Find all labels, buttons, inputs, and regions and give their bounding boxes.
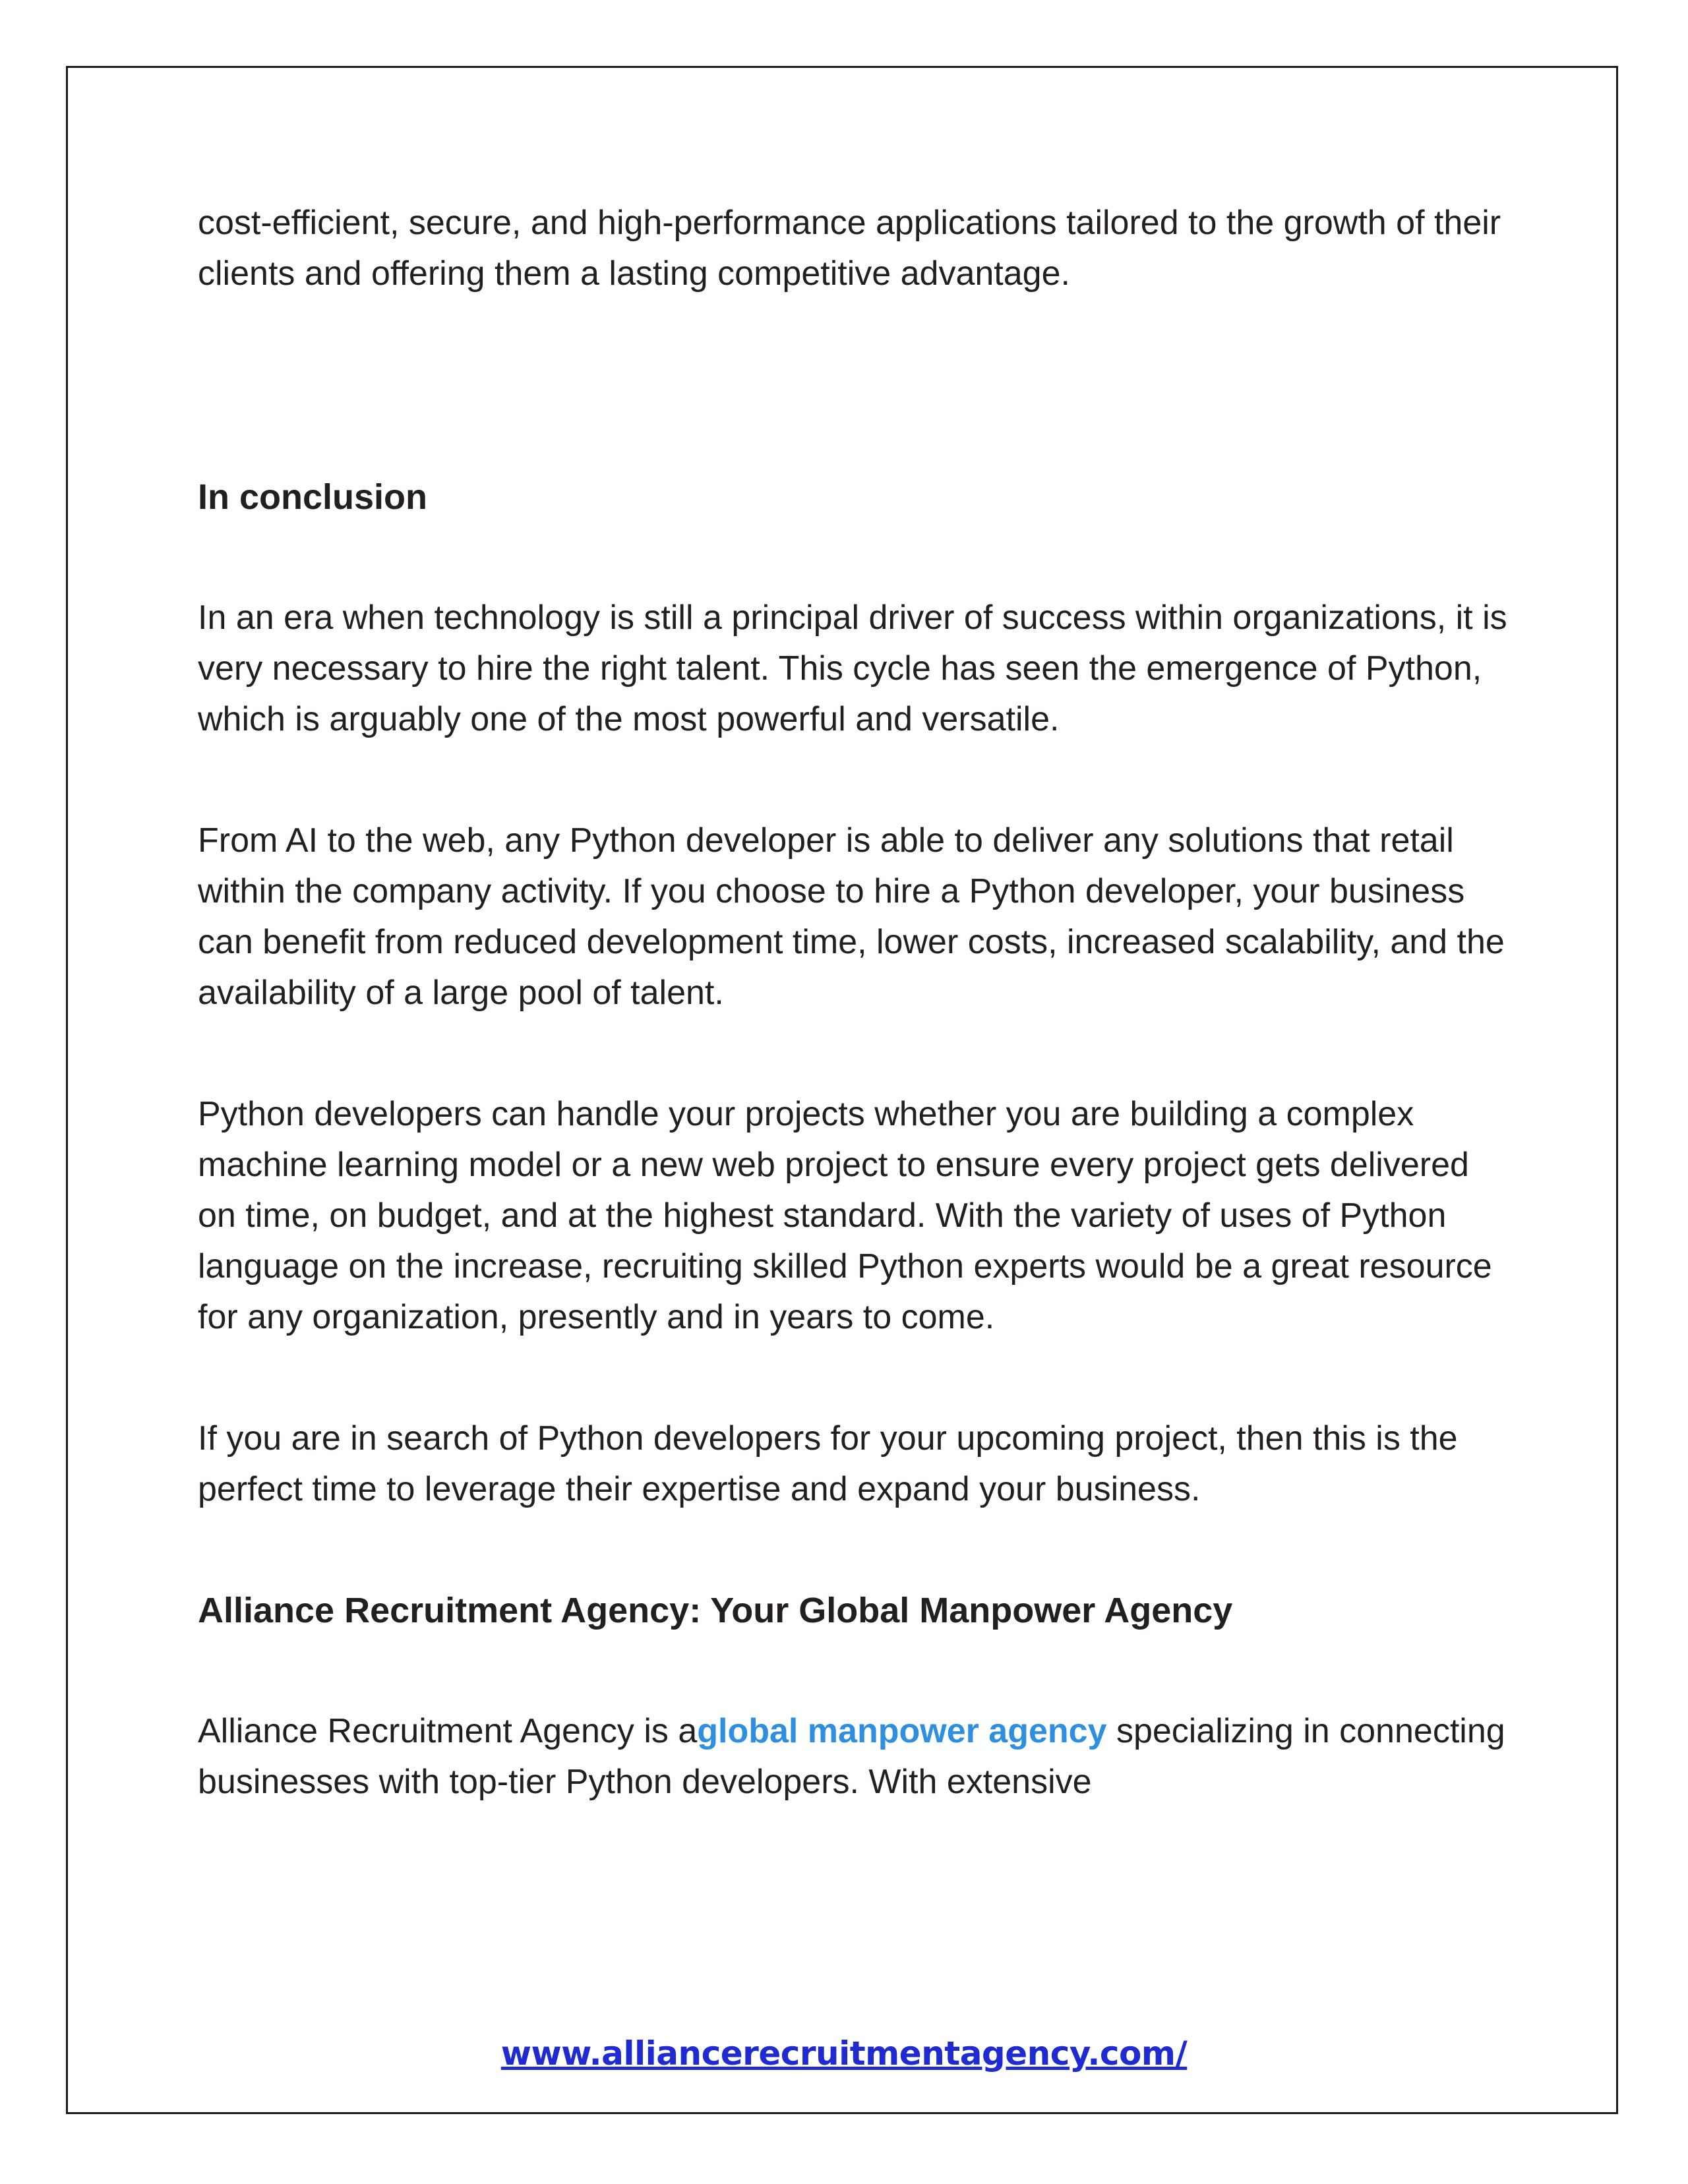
intro-paragraph: cost-efficient, secure, and high-performance applications tailored to the growth of their clients and offering them a lasting competitive advantage. bbox=[198, 204, 1501, 293]
paragraph-4: If you are in search of Python developers for your upcoming project, then this is the perfect time to leverage their expertise and expand your business. bbox=[198, 1419, 1458, 1508]
agency-text-before: Alliance Recruitment Agency is a bbox=[198, 1712, 698, 1750]
global-manpower-agency-link[interactable]: global manpower agency bbox=[697, 1712, 1107, 1750]
heading-conclusion: In conclusion bbox=[198, 477, 428, 517]
paragraph-3: Python developers can handle your projects whether you are building a complex machine learning model or a new web project to ensure every project gets delivered on time, on budget, and at the highest standard. With the variety of uses of Python language on the increase, recruiting skilled Python experts would be a great resource for any organization, presently and in years to come. bbox=[198, 1095, 1492, 1336]
agency-paragraph bbox=[198, 1706, 1517, 1808]
agency-text-after: specializing in connecting businesses with top-tier Python developers. With extensive bbox=[198, 1712, 1505, 1801]
footer-website-link[interactable]: www.alliancerecruitmentagency.com/ bbox=[500, 2034, 1188, 2073]
document-body bbox=[198, 198, 1517, 1808]
paragraph-1: In an era when technology is still a principal driver of success within organizations, it is very necessary to hire the right talent. This cycle has seen the emergence of Python, which is arguably one of the most powerful and versatile. bbox=[198, 599, 1507, 738]
paragraph-2: From AI to the web, any Python developer is able to deliver any solutions that retail within the company activity. If you choose to hire a Python developer, your business can benefit from reduced development time, lower costs, increased scalability, and the availability of a large pool of talent. bbox=[198, 821, 1505, 1012]
heading-agency: Alliance Recruitment Agency: Your Global Manpower Agency bbox=[198, 1591, 1233, 1630]
